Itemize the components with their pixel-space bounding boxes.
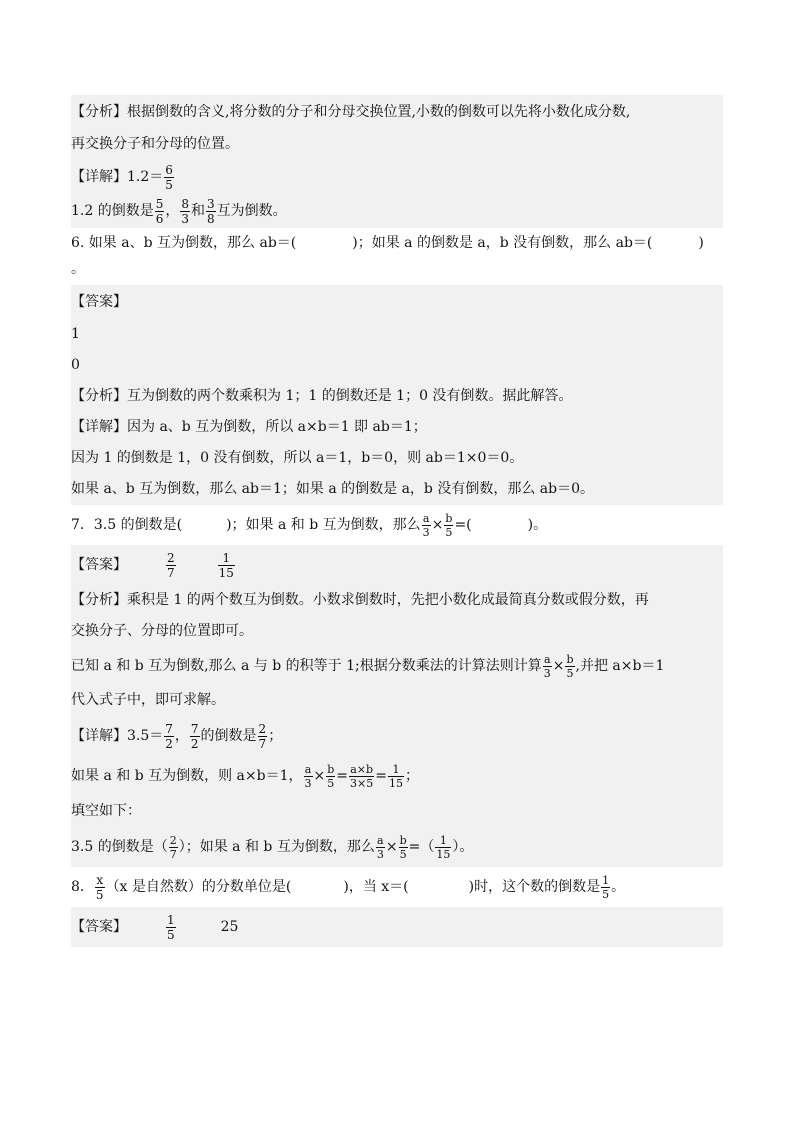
fraction: $\frac{6}{5}$ [165, 162, 173, 192]
q7-detail-2-text: 如果 a 和 b 互为倒数，则 a×b＝1， [71, 768, 303, 784]
q6-question-line-2: 。 [71, 259, 723, 285]
semicolon: ； [268, 728, 283, 744]
q7-answer-block [71, 545, 723, 867]
q7-text-b: )；如果 a 和 b 互为倒数，那么 [226, 517, 421, 533]
comma: ， [174, 728, 189, 744]
q7-analysis-1: 【分析】乘积是 1 的两个数互为倒数。小数求倒数时，先把小数化成最简真分数或假分数，再 [71, 592, 649, 608]
q8-end: 。 [611, 879, 626, 895]
q6-detail-3: 如果 a、b 互为倒数，那么 ab＝1；如果 a 的倒数是 a，b 没有倒数，那么 ab＝0。 [71, 481, 594, 497]
q6-text-c: ) [698, 235, 704, 251]
fraction: $\frac{b}{5}$ [399, 833, 407, 861]
q7-analysis-3 [71, 647, 723, 685]
q8-answer-line [71, 907, 723, 947]
answer-value: 25 [220, 919, 239, 935]
q5-detail-prefix: 【详解】1.2＝ [71, 169, 164, 185]
q7-question-line [71, 505, 723, 545]
fraction: $\frac{a}{3}$ [376, 833, 384, 861]
q5-analysis-line-2: 再交换分子和分母的位置。 [71, 136, 239, 152]
q5-detail-tail: 互为倒数。 [216, 203, 287, 219]
fraction: $\frac{b}{5}$ [327, 762, 335, 790]
q6-analysis: 【分析】互为倒数的两个数乘积为 1；1 的倒数还是 1；0 没有倒数。据此解答。 [71, 388, 573, 404]
q6-answer-label: 【答案】 [71, 294, 127, 310]
q7-text-a: 7．3.5 的倒数是( [71, 517, 183, 533]
q6-text-b: )；如果 a 的倒数是 a，b 没有倒数，那么 ab＝( [352, 235, 653, 251]
answer-fraction: $\frac{1}{5}$ [167, 912, 175, 942]
q7-final-text-c: =（ [408, 839, 435, 855]
q6-answer-1: 1 [71, 326, 80, 342]
times-sign: × [552, 658, 565, 674]
fraction: $\frac{b}{5}$ [566, 652, 574, 680]
fraction: $\frac{x}{5}$ [95, 872, 104, 902]
q7-final-text-a: 3.5 的倒数是（ [71, 839, 168, 855]
q8-answer-block [71, 907, 723, 947]
fraction: $\frac{a}{3}$ [543, 652, 551, 680]
q7-answer-line [71, 545, 723, 585]
q8-answer-label: 【答案】 [71, 919, 127, 935]
q7-analysis-3-tail: ,并把 a×b＝1 [575, 658, 665, 674]
q5-detail-line-1 [71, 160, 723, 194]
comma: ， [165, 203, 180, 219]
q5-detail-line-2 [71, 194, 723, 228]
q6-detail-2: 因为 1 的倒数是 1，0 没有倒数，所以 a＝1，b＝0，则 ab＝1×0＝0。 [71, 450, 524, 466]
fraction: $\frac{a\times b}{3\times 5}$ [350, 762, 374, 790]
fraction: $\frac{3}{8}$ [207, 196, 215, 226]
q7-fill-label: 填空如下： [71, 803, 141, 819]
q7-final-text-b: ）；如果 a 和 b 互为倒数，那么 [178, 839, 375, 855]
fraction: $\frac{a}{3}$ [304, 762, 312, 790]
q7-analysis-4: 代入式子中，即可求解。 [71, 692, 225, 708]
fraction: $\frac{2}{7}$ [169, 833, 177, 861]
answer-fraction: $\frac{2}{7}$ [167, 550, 175, 580]
times-sign: × [385, 839, 398, 855]
times-sign: × [431, 517, 444, 533]
semicolon: ； [404, 768, 419, 784]
q8-number: 8． [71, 879, 94, 895]
q7-final-text-d: ）。 [452, 839, 474, 855]
fraction: $\frac{1}{15}$ [436, 833, 451, 861]
equals-sign: = [336, 768, 349, 784]
q6-answer-2: 0 [71, 357, 80, 373]
fraction: $\frac{8}{3}$ [181, 196, 189, 226]
q5-analysis-line-1: 【分析】根据倒数的含义,将分数的分子和分母交换位置,小数的倒数可以先将小数化成分数, [71, 104, 631, 120]
q8-text-a: （x 是自然数）的分数单位是( [105, 879, 292, 895]
q6-question-line [71, 228, 723, 259]
fraction: $\frac{1}{15}$ [388, 762, 403, 790]
q7-detail-mid: 的倒数是 [200, 728, 257, 744]
q7-answer-label: 【答案】 [71, 557, 127, 573]
q5-analysis-block [71, 95, 723, 228]
times-sign: × [313, 768, 326, 784]
q7-detail-2 [71, 756, 723, 796]
fraction: $\frac{2}{7}$ [258, 721, 267, 751]
fraction: $\frac{5}{6}$ [155, 196, 164, 226]
q7-analysis-2: 交换分子、分母的位置即可。 [71, 623, 253, 639]
q5-detail-text: 1.2 的倒数是 [71, 203, 154, 219]
fraction: $\frac{b}{5}$ [445, 511, 453, 539]
q6-text-a: 6. 如果 a、b 互为倒数，那么 ab＝( [71, 235, 297, 251]
q7-analysis-3-text: 已知 a 和 b 互为倒数,那么 a 与 b 的积等于 1;根据分数乘法的计算法则计算 [71, 658, 542, 674]
fraction: $\frac{a}{3}$ [422, 511, 430, 539]
document-body [71, 95, 723, 947]
q6-detail-1: 【详解】因为 a、b 互为倒数，所以 a×b＝1 即 ab＝1； [71, 419, 427, 435]
fraction: $\frac{1}{5}$ [602, 873, 610, 901]
q7-detail-1 [71, 716, 723, 756]
q7-text-c: =( [454, 517, 472, 533]
answer-fraction: $\frac{1}{15}$ [218, 550, 234, 580]
q7-text-d: )。 [527, 517, 548, 533]
q7-final-line [71, 827, 723, 867]
q7-detail-prefix: 【详解】3.5＝ [71, 728, 164, 744]
q8-question-line [71, 867, 723, 907]
q8-text-c: )时，这个数的倒数是 [468, 879, 601, 895]
fraction: $\frac{7}{2}$ [190, 721, 199, 751]
equals-sign: = [375, 768, 387, 784]
q8-text-b: )，当 x＝( [343, 879, 409, 895]
q6-answer-block [71, 285, 723, 505]
conjunction: 和 [191, 203, 205, 219]
fraction: $\frac{7}{2}$ [165, 721, 173, 751]
